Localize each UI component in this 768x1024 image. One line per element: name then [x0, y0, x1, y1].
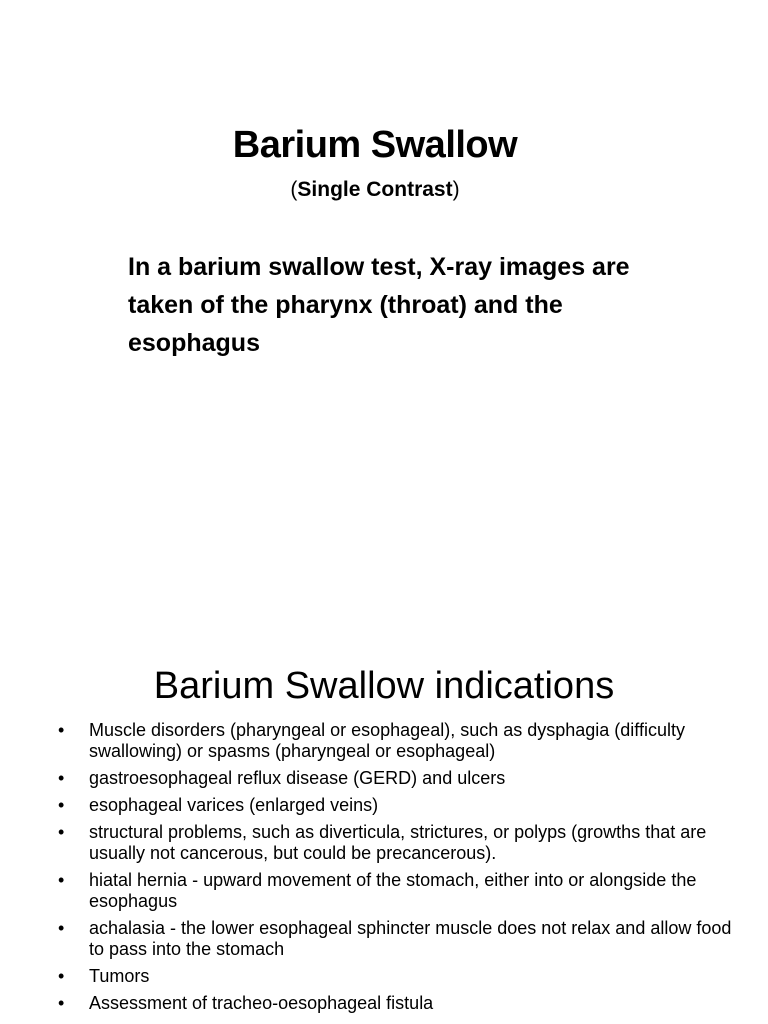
- list-item: [56, 822, 746, 864]
- slide-title: Barium Swallow: [232, 124, 518, 166]
- slide-body-text: In a barium swallow test, X-ray images are taken of the pharynx (throat) and the esophagus: [128, 253, 630, 357]
- list-item: [56, 918, 746, 960]
- bullet-icon: •: [58, 918, 65, 938]
- list-item-text: Assessment of tracheo-oesophageal fistula: [89, 993, 434, 1013]
- indications-list: [56, 720, 746, 1020]
- list-item-text: achalasia - the lower esophageal sphincter muscle does not relax and allow food to pass into the stomach: [89, 918, 732, 959]
- list-item-text: structural problems, such as diverticula, strictures, or polyps (growths that are usually not cancerous, but could be precancerous).: [89, 822, 707, 863]
- subtitle-text: Single Contrast: [297, 178, 453, 201]
- bullet-icon: •: [58, 768, 65, 788]
- subtitle-close-paren: ): [452, 178, 460, 201]
- bullet-icon: •: [58, 870, 65, 890]
- slide-subtitle: [0, 176, 750, 204]
- bullet-icon: •: [58, 822, 65, 842]
- bullet-icon: •: [58, 795, 65, 815]
- list-item: [56, 966, 746, 987]
- list-item-text: gastroesophageal reflux disease (GERD) and ulcers: [89, 768, 506, 788]
- list-item-text: hiatal hernia - upward movement of the stomach, either into or alongside the esophagus: [89, 870, 697, 911]
- list-item-text: Tumors: [89, 966, 150, 986]
- list-item-text: esophageal varices (enlarged veins): [89, 795, 379, 815]
- bullet-icon: •: [58, 720, 65, 740]
- list-item: [56, 993, 746, 1014]
- bullet-icon: •: [58, 966, 65, 986]
- bullet-icon: •: [58, 993, 65, 1013]
- list-item-text: Muscle disorders (pharyngeal or esophageal), such as dysphagia (difficulty swallowing) or spasms (pharyngeal or esophageal): [89, 720, 685, 761]
- subtitle-open-paren: (: [290, 178, 298, 201]
- list-item: [56, 720, 746, 762]
- list-item: [56, 795, 746, 816]
- indications-title: Barium Swallow indications: [153, 665, 615, 707]
- list-item: [56, 768, 746, 789]
- list-item: [56, 870, 746, 912]
